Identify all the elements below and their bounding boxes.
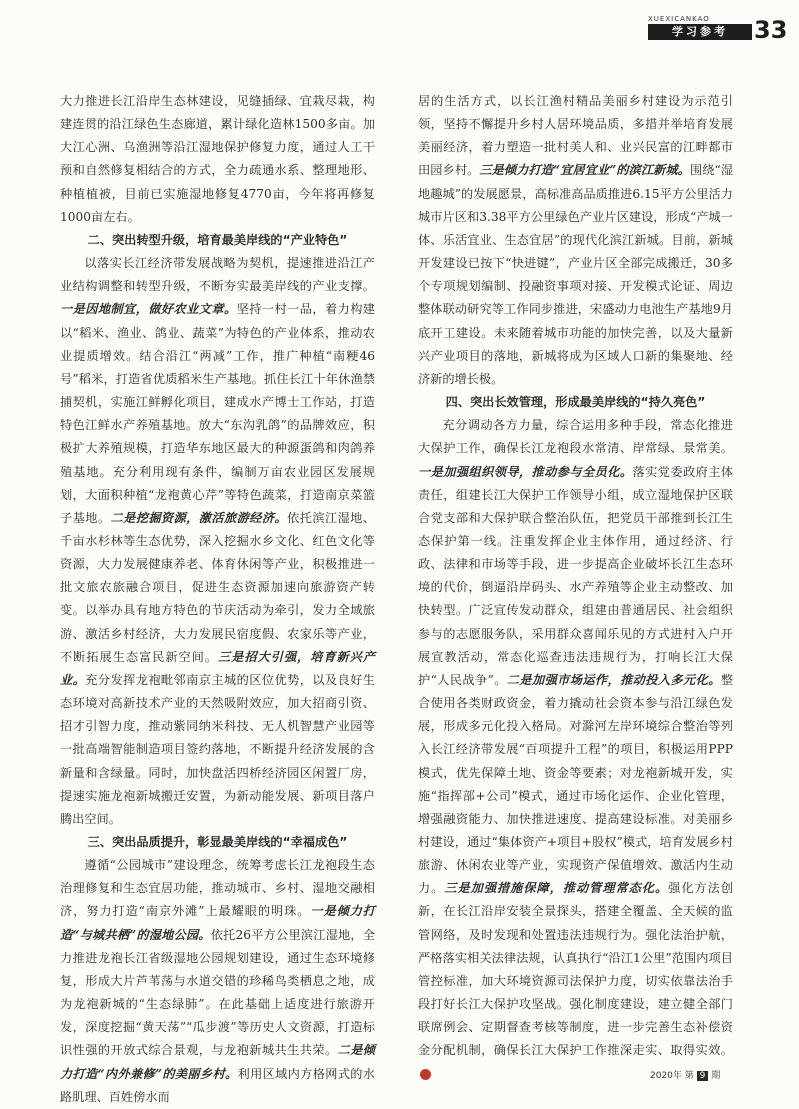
journal-masthead [648, 15, 788, 45]
emphasis: 三是招大引强，培育新兴产业。 [60, 649, 376, 687]
emphasis: 二是倾力打造“内外兼修”的美丽乡村。 [60, 1043, 375, 1081]
section-heading-3: 三、突出品质提升，彰显最美岸线的“幸福成色” [87, 835, 348, 849]
paragraph: 充分调动各方力量，综合运用多种手段，常态化推进大保护工作，确保长江龙袍段水常清、岸常绿、景常美。一是加强组织领导，推动参与全员化。落实党委政府主体责任，组建长江大保护工作领导小组，成立湿地保护区联合党支部和大保护联合整治队伍，把党员干部推到长江生态保护第一线。注重发挥企业主体作用，通过经济、行政、法律和市场等手段，进一步提高企业破坏长江生态环境的代价，倒逼沿岸码头、水产养殖等企业主动整改、加快转型。广泛宣传发动群众，组建由普通居民、社会组织参与的志愿服务队，采用群众喜闻乐见的方式进村入户开展宣教活动，常态化巡查违法违规行为，打响长江大保护“人民战争”。二是加强市场运作，推动投入多元化。整合使用各类财政资金，着力撬动社会资本参与沿江绿色发展，形成多元化投入格局。对滁河左岸环境综合整治等列入长江经济带发展“百项提升工程”的项目，积极运用PPP模式，优先保障土地、资金等要素；对龙袍新城开发，实施“指挥部+公司”模式，通过市场化运作、企业化管理，增强融资能力、加快推进速度、提高建设标准。对美丽乡村建设，通过“集体资产+项目+股权”模式，培育发展乡村旅游、休闲农业等产业，实现资产保值增效、激活内生动力。三是加强措施保障，推动管理常态化。强化方法创新，在长江沿岸安装全景探头，搭建全覆盖、全天候的监管网络，及时发现和处置违法违规行为。强化法治护航，严格落实相关法律法规，认真执行“沿江1公里”范围内项目管控标准，加大环境资源司法保护力度，切实依靠法治手段打好长江大保护攻坚战。强化制度建设，建立健全部门联席例会、定期督查考核等制度，进一步完善生态补偿资金分配机制，确保长江大保护工作推深走实、取得实效。 [418, 414, 733, 1086]
footer-di: 第 [684, 1071, 694, 1081]
emphasis: 一是加强组织领导，推动参与全员化。 [418, 464, 633, 479]
page-number: 33 [754, 16, 788, 44]
emphasis: 一是因地制宜，做好农业文章。 [60, 302, 237, 317]
issue-footer [650, 1068, 720, 1081]
emphasis: 三是倾力打造“宜居宜业”的滨江新城。 [479, 163, 690, 178]
paragraph: 居的生活方式，以长江渔村精品美丽乡村建设为示范引领，坚持不懈提升乡村人居环境品质，多措并举培育发展美丽经济，着力塑造一批村美人和、业兴民富的江畔都市田园乡村。三是倾力打造“宜居宜业”的滨江新城。围绕“湿地趣城”的发展愿景，高标准高品质推进6.15平方公里活力城市片区和3.38平方公里绿色产业片区建设，形成“产城一体、乐活宜业、生态宜居”的现代化滨江新城。目前，新城开发建设已按下“快进键”，产业片区全部完成搬迁，30多个专项规划编制、投融资事项对接、开发模式论证、周边整体联动研究等工作同步推进，宋盛动力电池生产基地9月底开工建设。未来随着城市功能的加快完善，以及大量新兴产业项目的落地，新城将成为区域人口新的集聚地、经济新的增长极。 [418, 94, 734, 386]
journal-pinyin: XUEXICANKAO [648, 15, 710, 23]
paragraph: 以落实长江经济带发展战略为契机，提速推进沿江产业结构调整和转型升级，不断夯实最美岸线的产业支撑。一是因地制宜，做好农业文章。坚持一村一品，着力构建以“稻米、渔业、鸽业、蔬菜”为特色的产业体系，推动农业提质增效。结合沿江“两减”工作，推广种植“南粳46号”稻米，打造省优质稻米生产基地。抓住长江十年休渔禁捕契机，实施江鲜孵化项目，建成水产博士工作站，打造特色江鲜水产养殖基地。放大“东沟乳鸽”的品牌效应，积极扩大养殖规模，打造华东地区最大的种源蛋鸽和肉鸽养殖基地。充分利用现有条件，编制万亩农业园区发展规划，大面积种植“龙袍黄心芹”等特色蔬菜，打造南京菜篮子基地。二是挖掘资源，激活旅游经济。依托滨江湿地、千亩水杉林等生态优势，深入挖掘水乡文化、红色文化等资源，大力发展健康养老、体育休闲等产业，积极推进一批文旅农旅融合项目，促进生态资源加速向旅游资产转变。以举办具有地方特色的节庆活动为牵引，发力全域旅游、激活乡村经济，大力发展民宿度假、农家乐等产业，不断拓展生态富民新空间。三是招大引强，培育新兴产业。充分发挥龙袍毗邻南京主城的区位优势，以及良好生态环境对高新技术产业的天然吸附效应，加大招商引资、招才引智力度，推动紫同纳米科技、无人机智慧产业园等一批高端智能制造项目签约落地，不断提升经济发展的含新量和含绿量。同时，加快盘活四桥经济园区闲置厂房，提速实施龙袍新城搬迁安置，为新动能发展、新项目落户腾出空间。 [60, 256, 376, 826]
right-column [418, 90, 733, 1086]
footer-year: 2020年 [650, 1071, 682, 1081]
emphasis: 三是加强措施保障，推动管理常态化。 [444, 881, 669, 896]
section-heading-2: 二、突出转型升级，培育最美岸线的“产业特色” [87, 232, 348, 247]
article-end-icon [420, 1069, 431, 1080]
emphasis: 二是加强市场运作，推动投入多元化。 [506, 672, 721, 687]
footer-qi: 期 [711, 1071, 721, 1081]
left-column [60, 90, 375, 1109]
journal-title: 学习参考 [648, 24, 752, 40]
emphasis: 一是倾力打造“与城共栖”的湿地公园。 [60, 904, 375, 942]
emphasis: 二是挖掘资源，激活旅游经济。 [110, 510, 288, 525]
paragraph: 遵循“公园城市”建设理念，统筹考虑长江龙袍段生态治理修复和生态宜居功能，推动城市、乡村、湿地交融相济，努力打造“南京外滩”上最耀眼的明珠。一是倾力打造“与城共栖”的湿地公园。依托26平方公里滨江湿地，全力推进龙袍长江省级湿地公园规划建设，通过生态环境修复，形成大片芦苇荡与水道交错的珍稀鸟类栖息之地，成为龙袍新城的“生态绿肺”。在此基础上适度进行旅游开发，深度挖掘“黄天荡”“瓜步渡”等历史人文资源，打造标识性强的开放式综合景观，与龙袍新城共生共荣。二是倾力打造“内外兼修”的美丽乡村。利用区域内方格网式的水路肌理、百姓傍水而 [60, 858, 375, 1104]
footer-issue-number: 9 [697, 1071, 709, 1081]
paragraph: 大力推进长江沿岸生态林建设，见缝插绿、宜栽尽栽，构建连贯的沿江绿色生态廊道，累计绿化造林1500多亩。加大江心洲、乌渔洲等沿江湿地保护修复力度，通过人工干预和自然修复相结合的方式，全力疏通水系、整理地形、种植植被，目前已实施湿地修复4770亩，今年将再修复1000亩左右。 [60, 94, 375, 224]
section-heading-4: 四、突出长效管理，形成最美岸线的“持久亮色” [445, 395, 706, 410]
